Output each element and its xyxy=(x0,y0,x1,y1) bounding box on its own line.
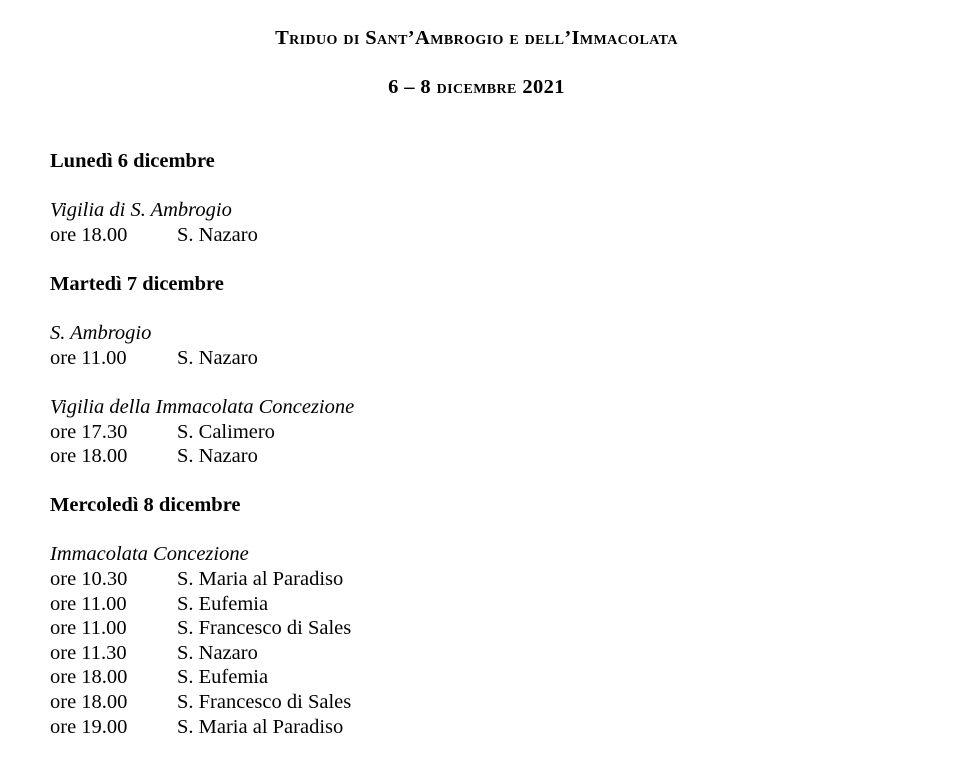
event-group xyxy=(50,395,953,469)
schedule-row xyxy=(50,223,953,248)
schedule-row xyxy=(50,665,953,690)
day-section xyxy=(50,149,953,247)
event-church: S. Eufemia xyxy=(177,666,269,689)
occasion-title: Vigilia di S. Ambrogio xyxy=(50,199,232,222)
event-time: ore 19.00 xyxy=(50,715,128,738)
day-section xyxy=(50,493,953,739)
schedule-row xyxy=(50,715,953,740)
event-time: ore 11.00 xyxy=(50,346,127,369)
event-group xyxy=(50,542,953,739)
schedule-row xyxy=(50,690,953,715)
day-section xyxy=(50,272,953,469)
event-church: S. Nazaro xyxy=(177,346,258,369)
schedule-row xyxy=(50,420,953,445)
schedule-row xyxy=(50,444,953,469)
event-time: ore 17.30 xyxy=(50,420,128,443)
occasion-title: Immacolata Concezione xyxy=(50,543,249,566)
event-time: ore 10.30 xyxy=(50,568,128,591)
event-church: S. Eufemia xyxy=(177,592,269,615)
schedule-sections xyxy=(50,149,953,739)
event-church: S. Nazaro xyxy=(177,445,258,468)
document-title: Triduo di Sant’Ambrogio e dell’Immacolata xyxy=(275,27,678,49)
document-subtitle: 6 – 8 dicembre 2021 xyxy=(388,76,565,99)
occasion-title: Vigilia della Immacolata Concezione xyxy=(50,395,355,418)
day-heading: Lunedì 6 dicembre xyxy=(50,149,215,172)
event-time: ore 11.00 xyxy=(50,617,127,640)
event-time: ore 11.30 xyxy=(50,641,127,664)
document-header xyxy=(0,0,953,100)
schedule-row xyxy=(50,592,953,617)
event-time: ore 18.00 xyxy=(50,445,128,468)
schedule-row xyxy=(50,616,953,641)
event-time: ore 18.00 xyxy=(50,666,128,689)
event-time: ore 18.00 xyxy=(50,691,128,714)
day-heading: Martedì 7 dicembre xyxy=(50,272,224,295)
event-group xyxy=(50,198,953,247)
event-church: S. Maria al Paradiso xyxy=(177,715,344,738)
event-church: S. Maria al Paradiso xyxy=(177,568,344,591)
event-church: S. Francesco di Sales xyxy=(177,691,352,714)
schedule-row xyxy=(50,567,953,592)
day-heading: Mercoledì 8 dicembre xyxy=(50,494,241,517)
event-group xyxy=(50,321,953,370)
occasion-title: S. Ambrogio xyxy=(50,322,152,345)
event-church: S. Calimero xyxy=(177,420,275,443)
schedule-row xyxy=(50,641,953,666)
event-time: ore 11.00 xyxy=(50,592,127,615)
event-time: ore 18.00 xyxy=(50,223,128,246)
event-church: S. Nazaro xyxy=(177,641,258,664)
schedule-row xyxy=(50,346,953,371)
event-church: S. Nazaro xyxy=(177,223,258,246)
event-church: S. Francesco di Sales xyxy=(177,617,352,640)
